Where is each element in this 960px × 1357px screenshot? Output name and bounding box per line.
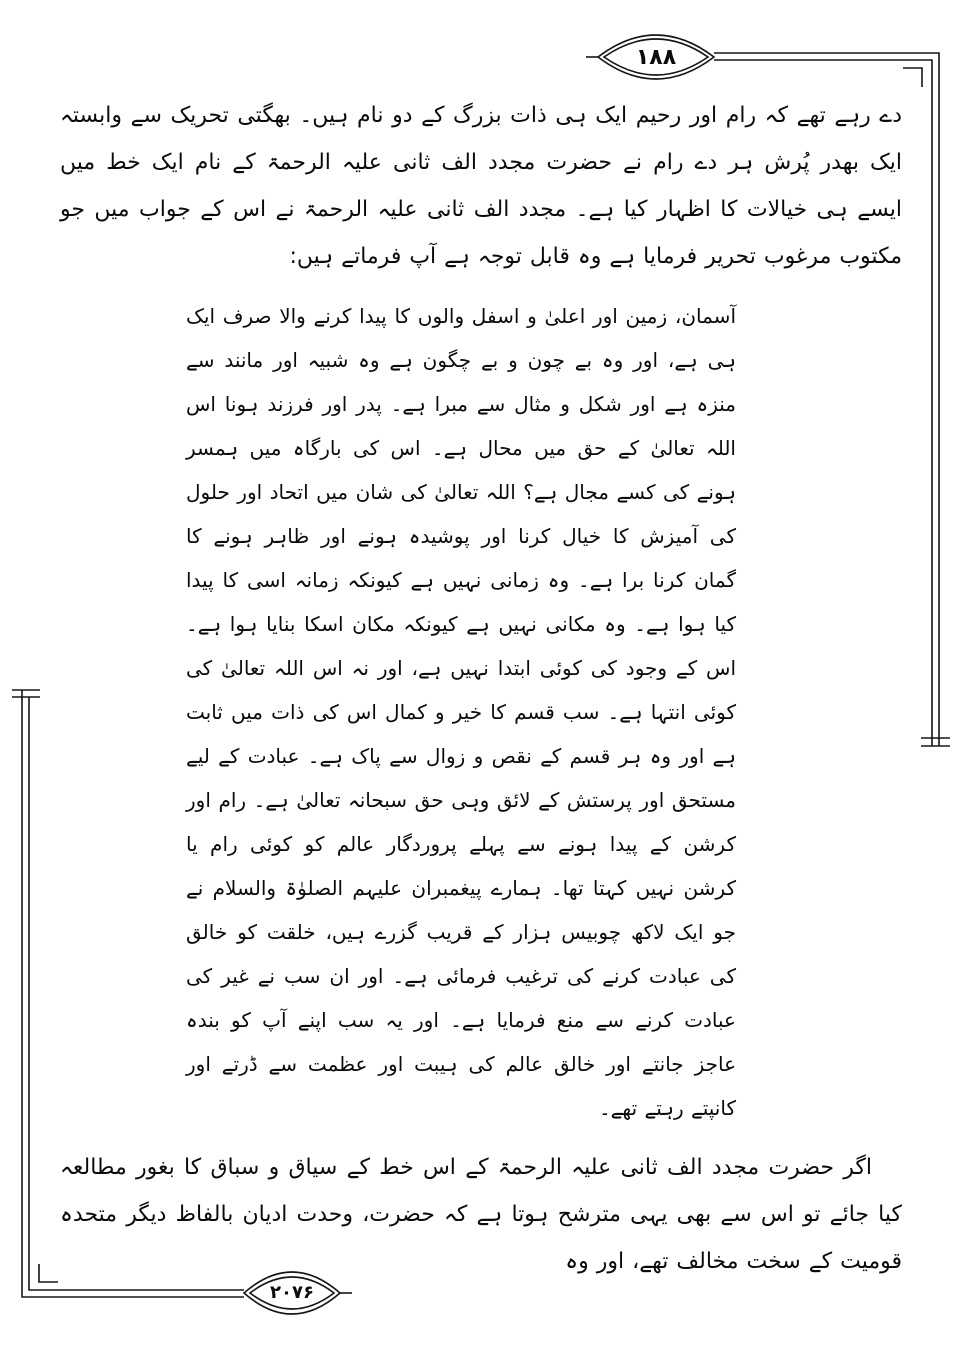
top-right-corner-step <box>903 68 922 87</box>
bottom-left-corner-step <box>39 1264 58 1282</box>
intro-paragraph: دے رہے تھے کہ رام اور رحیم ایک ہی ذات بزرگ کے دو نام ہیں۔ بھگتی تحریک سے وابستہ ایک بھدر پُرش ہر دے رام نے حضرت مجدد الف ثانی علیہ الرحمۃ کے نام ایک خط میں ایسے ہی خیالات کا اظہار کیا ہے۔ مجدد الف ثانی علیہ الرحمۃ نے اس کے جواب میں جو مکتوب مرغوب تحریر فرمایا ہے وہ قابل توجہ ہے آپ فرماتے ہیں: <box>60 103 902 269</box>
page-number-bottom: ۲۰۷۶ <box>270 1282 314 1303</box>
closing-paragraph: اگر حضرت مجدد الف ثانی علیہ الرحمۃ کے اس خط کے سیاق و سباق کا بغور مطالعہ کیا جائے تو اس سے بھی یہی مترشح ہوتا ہے کہ حضرت، وحدت ادیان بالفاظ دیگر متحدہ قومیت کے سخت مخالف تھے، اور وہ <box>60 1155 902 1274</box>
quoted-letter-block: آسمان، زمین اور اعلیٰ و اسفل والوں کا پیدا کرنے والا صرف ایک ہی ہے، اور وہ بے چون و بے چگون ہے وہ شبیہ اور مانند سے منزہ ہے اور شکل و مثال سے مبرا ہے۔ پدر اور فرزند ہونا اس اللہ تعالیٰ کے حق میں محال ہے۔ اس کی بارگاہ میں ہمسر ہونے کی کسے مجال ہے؟ اللہ تعالیٰ کی شان میں اتحاد اور حلول کی آمیزش کا خیال کرنا اور پوشیدہ ہونے اور ظاہر ہونے کا گمان کرنا برا ہے۔ وہ زمانی نہیں ہے کیونکہ زمانہ اسی کا پیدا کیا ہوا ہے۔ وہ مکانی نہیں ہے کیونکہ مکان اسکا بنایا ہوا ہے۔ اس کے وجود کی کوئی ابتدا نہیں ہے، اور نہ اس اللہ تعالیٰ کی کوئی انتہا ہے۔ سب قسم کا خیر و کمال اس کی ذات میں ثابت ہے اور وہ ہر قسم کے نقص و زوال سے پاک ہے۔ عبادت کے لیے مستحق اور پرستش کے لائق وہی حق سبحانہ تعالیٰ ہے۔ رام اور کرشن کے پیدا ہونے سے پہلے پروردگار عالم کو کوئی رام یا کرشن نہیں کہتا تھا۔ ہمارے پیغمبران علیہم الصلوٰۃ والسلام نے جو ایک لاکھ چوبیس ہزار کے قریب گزرے ہیں، خلقت کو خالق کی عبادت کرنے کی ترغیب فرمائی ہے۔ اور ان سب نے غیر کی عبادت کرنے سے منع فرمایا ہے۔ اور یہ سب اپنے آپ کو بندہ عاجز جانتے اور خالق عالم کی ہیبت اور عظمت سے ڈرتے اور کانپتے رہتے تھے۔ <box>186 304 736 1120</box>
page-number-top: ۱۸۸ <box>635 45 677 70</box>
